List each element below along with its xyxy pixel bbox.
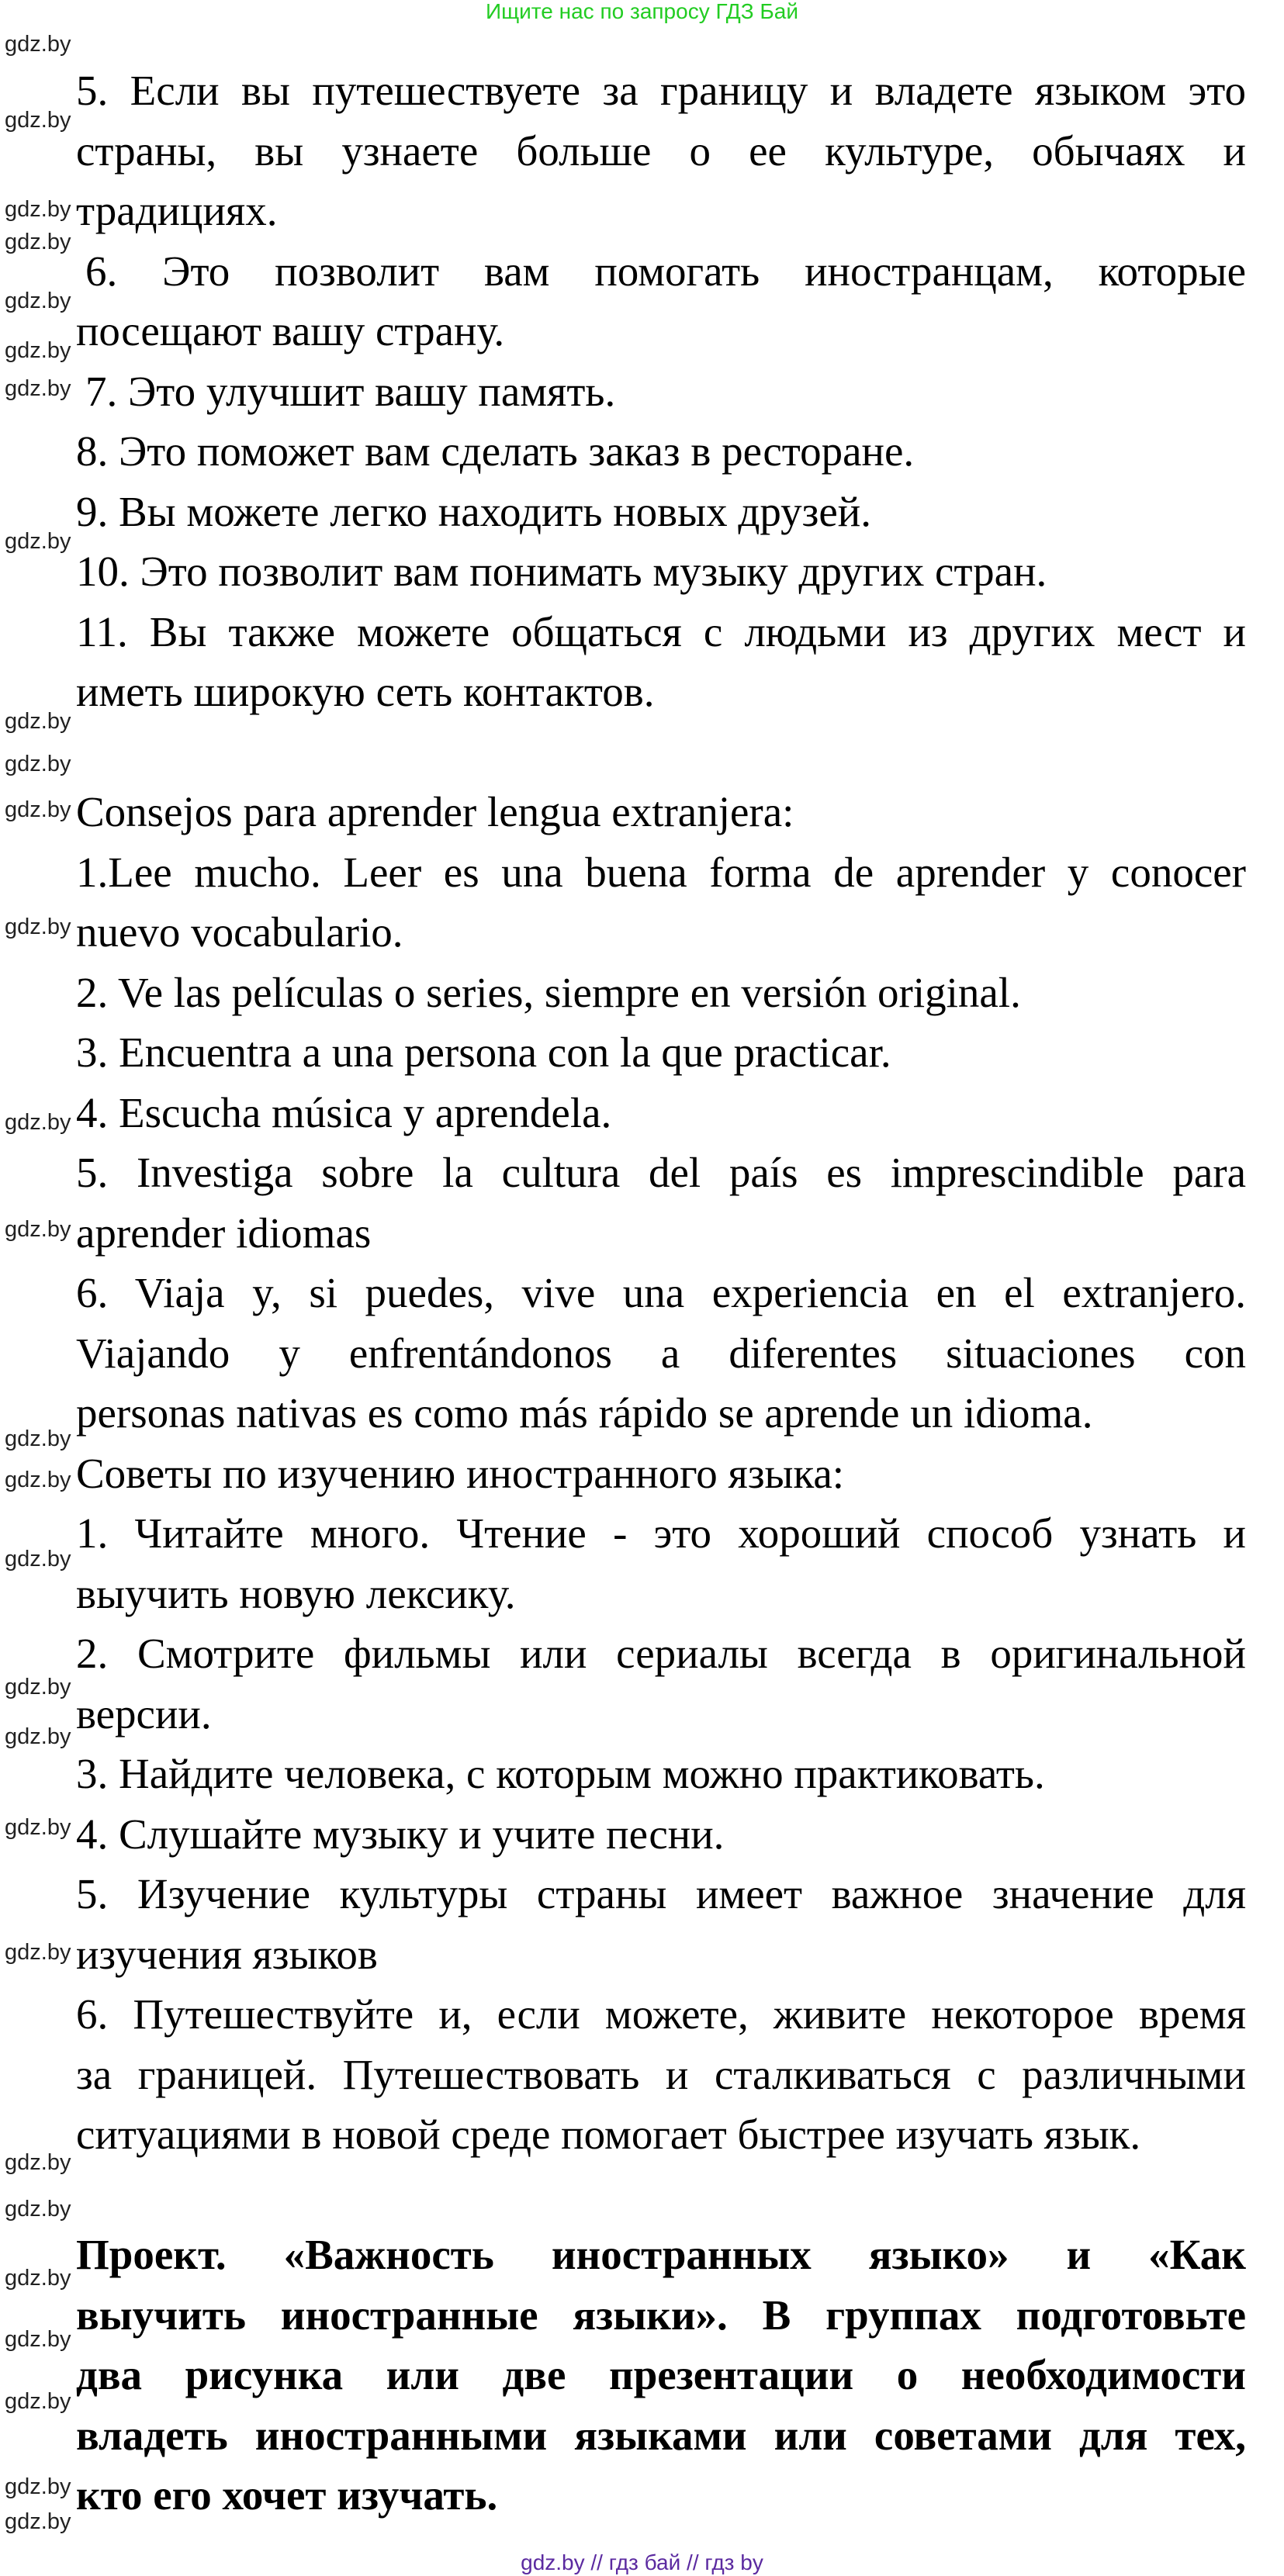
text-line: 5. Если вы путешествуете за границу и владете языком это <box>76 67 1246 114</box>
gdz-watermark: gdz.by <box>5 338 71 363</box>
gdz-watermark: gdz.by <box>5 1110 71 1135</box>
gdz-watermark: gdz.by <box>5 2474 71 2499</box>
text-line: nuevo vocabulario. <box>76 908 403 956</box>
gdz-watermark: gdz.by <box>5 108 71 133</box>
paragraph <box>76 61 1246 241</box>
text-line: выучить иностранные языки». В группах подготовьте <box>76 2291 1246 2339</box>
gdz-watermark: gdz.by <box>5 1815 71 1840</box>
paragraph <box>76 1804 1246 1865</box>
text-line: 10. Это позволит вам понимать музыку других стран. <box>76 548 1047 595</box>
paragraph <box>76 482 1246 542</box>
paragraph <box>76 1143 1246 1263</box>
footer-banner: gdz.by // гдз бай // гдз by <box>521 2550 763 2574</box>
gdz-watermark: gdz.by <box>5 32 71 57</box>
paragraph <box>76 1444 1246 1504</box>
paragraph <box>76 1984 1246 2165</box>
text-line: иметь широкую сеть контактов. <box>76 668 655 715</box>
text-line: 11. Вы также можете общаться с людьми из других мест и <box>76 607 1246 655</box>
paragraph <box>76 1263 1246 1444</box>
text-line: кто его хочет изучать. <box>76 2471 498 2519</box>
text-line: 9. Вы можете легко находить новых друзей. <box>76 487 871 535</box>
gdz-watermark: gdz.by <box>5 289 71 313</box>
paragraph <box>76 361 1246 422</box>
paragraph <box>76 782 1246 842</box>
gdz-watermark: gdz.by <box>5 709 71 734</box>
gdz-watermark: gdz.by <box>5 752 71 776</box>
text-line: personas nativas es como más rápido se aprende un idioma. <box>76 1389 1093 1437</box>
text-line: aprender idiomas <box>76 1208 372 1257</box>
text-line: 8. Это поможет вам сделать заказ в ресторане. <box>76 427 915 475</box>
gdz-watermark: gdz.by <box>5 2150 71 2175</box>
text-line: ситуациями в новой среде помогает быстрее изучать язык. <box>76 2111 1141 2158</box>
text-line: выучить новую лексику. <box>76 1569 516 1617</box>
text-line: 1.Lee mucho. Leer es una buena forma de aprender y conocer <box>76 848 1246 896</box>
gdz-watermark: gdz.by <box>5 1468 71 1492</box>
gdz-watermark: gdz.by <box>5 915 71 939</box>
gdz-watermark: gdz.by <box>5 2266 71 2291</box>
paragraph <box>76 1864 1246 1984</box>
paragraph <box>76 842 1246 963</box>
text-line: 7. Это улучшит вашу память. <box>85 367 616 415</box>
text-line: Viajando y enfrentándonos a diferentes situaciones con <box>76 1329 1246 1377</box>
text-line: Проект. «Важность иностранных языко» и «Как <box>76 2231 1246 2278</box>
text-line: страны, вы узнаете больше о ее культуре, обычаях и <box>76 126 1246 175</box>
text-line: 4. Escucha música y aprendela. <box>76 1088 612 1136</box>
paragraph <box>76 541 1246 602</box>
text-line: 6. Путешествуйте и, если можете, живите некоторое время <box>76 1990 1246 2038</box>
text-line: посещают вашу страну. <box>76 307 505 354</box>
gdz-watermark: gdz.by <box>5 2197 71 2222</box>
paragraph <box>76 1744 1246 1804</box>
text-line: 5. Investiga sobre la cultura del país es imprescindible para <box>76 1149 1246 1196</box>
text-line: Consejos para aprender lengua extranjera: <box>76 788 794 835</box>
gdz-watermark: gdz.by <box>5 1217 71 1242</box>
paragraph <box>76 1623 1246 1744</box>
paragraph <box>76 1022 1246 1083</box>
text-line: версии. <box>76 1689 212 1738</box>
paragraph <box>76 602 1246 722</box>
text-line: 6. Viaja y, si puedes, vive una experiencia en el extranjero. <box>76 1269 1246 1316</box>
gdz-watermark: gdz.by <box>5 1724 71 1749</box>
paragraph <box>76 963 1246 1023</box>
text-line: 4. Слушайте музыку и учите песни. <box>76 1810 725 1858</box>
text-line: 2. Ve las películas o series, siempre en versión original. <box>76 968 1021 1016</box>
text-line: 2. Смотрите фильмы или сериалы всегда в оригинальной <box>76 1630 1246 1677</box>
gdz-watermark: gdz.by <box>5 376 71 401</box>
gdz-watermark: gdz.by <box>5 1940 71 1965</box>
paragraph <box>76 421 1246 482</box>
gdz-watermark: gdz.by <box>5 2509 71 2534</box>
text-line: за границей. Путешествовать и сталкиваться с различными <box>76 2050 1246 2098</box>
document-body <box>76 61 1246 2526</box>
text-line: 6. Это позволит вам помогать иностранцам, которые <box>85 247 1246 295</box>
gdz-watermark: gdz.by <box>5 1675 71 1699</box>
paragraph <box>76 241 1246 361</box>
gdz-watermark: gdz.by <box>5 1426 71 1451</box>
text-line: 1. Читайте много. Чтение - это хороший способ узнать и <box>76 1509 1246 1557</box>
gdz-watermark: gdz.by <box>5 529 71 554</box>
text-line: традициях. <box>76 187 278 234</box>
gdz-watermark: gdz.by <box>5 797 71 822</box>
text-line: изучения языков <box>76 1930 378 1978</box>
gdz-watermark: gdz.by <box>5 230 71 254</box>
text-line: владеть иностранными языками или советами для тех, <box>76 2411 1246 2459</box>
gdz-watermark: gdz.by <box>5 2389 71 2414</box>
text-line: 3. Найдите человека, с которым можно практиковать. <box>76 1750 1045 1797</box>
gdz-watermark: gdz.by <box>5 197 71 222</box>
gdz-watermark: gdz.by <box>5 1547 71 1572</box>
text-line: два рисунка или две презентации о необходимости <box>76 2351 1246 2398</box>
header-banner: Ищите нас по запросу ГДЗ Бай <box>485 0 799 23</box>
text-line: 3. Encuentra a una persona con la que practicar. <box>76 1029 891 1076</box>
paragraph <box>76 1083 1246 1143</box>
paragraph <box>76 1503 1246 1623</box>
gdz-watermark: gdz.by <box>5 2327 71 2352</box>
text-line: 5. Изучение культуры страны имеет важное значение для <box>76 1870 1246 1917</box>
text-line: Советы по изучению иностранного языка: <box>76 1449 845 1497</box>
project-task-paragraph <box>76 2225 1246 2526</box>
